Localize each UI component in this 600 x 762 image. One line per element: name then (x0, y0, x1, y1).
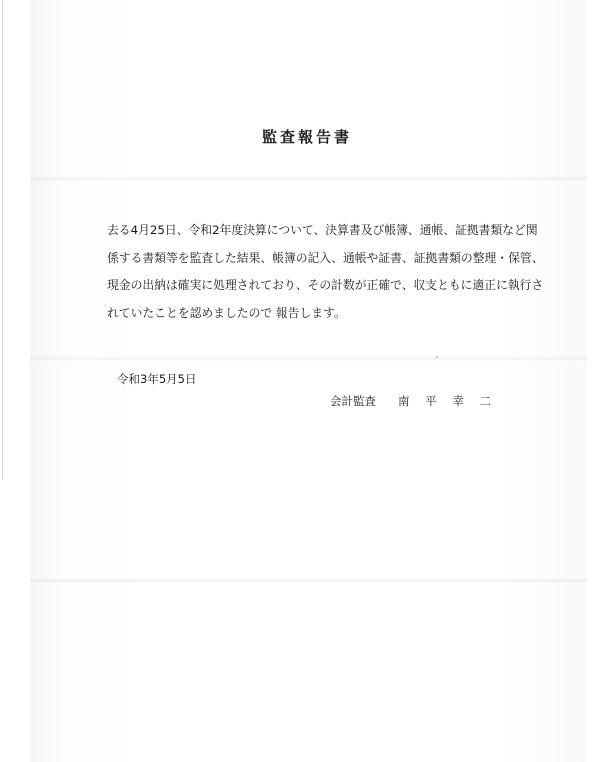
report-date: 令和3年5月5日 (117, 372, 197, 386)
scan-speck (436, 356, 438, 358)
signature-block (330, 393, 497, 409)
paper-fold (30, 578, 587, 583)
signer-role: 会計監査 (330, 394, 376, 408)
body-line: れていたことを認めましたので 報告します。 (107, 305, 346, 320)
signer-name: 南 平 幸 二 (398, 394, 497, 408)
scan-margin (0, 0, 30, 762)
body-line: 係する書類等を監査した結果、帳簿の記入、通帳や証書、証拠書類の整理・保管、 (107, 250, 544, 265)
paper-sheet (30, 0, 587, 762)
paper-fold (30, 176, 587, 181)
document-title: 監査報告書 (261, 128, 352, 146)
body-line: 去る4月25日、令和2年度決算について、決算書及び帳簿、通帳、証拠書類など関 (107, 223, 538, 237)
report-body (107, 217, 544, 327)
body-line: 現金の出納は確実に処理されており、その計数が正確で、収支ともに適正に執行さ (107, 278, 544, 292)
paper-fold (30, 356, 587, 361)
scan-edge (2, 0, 3, 480)
